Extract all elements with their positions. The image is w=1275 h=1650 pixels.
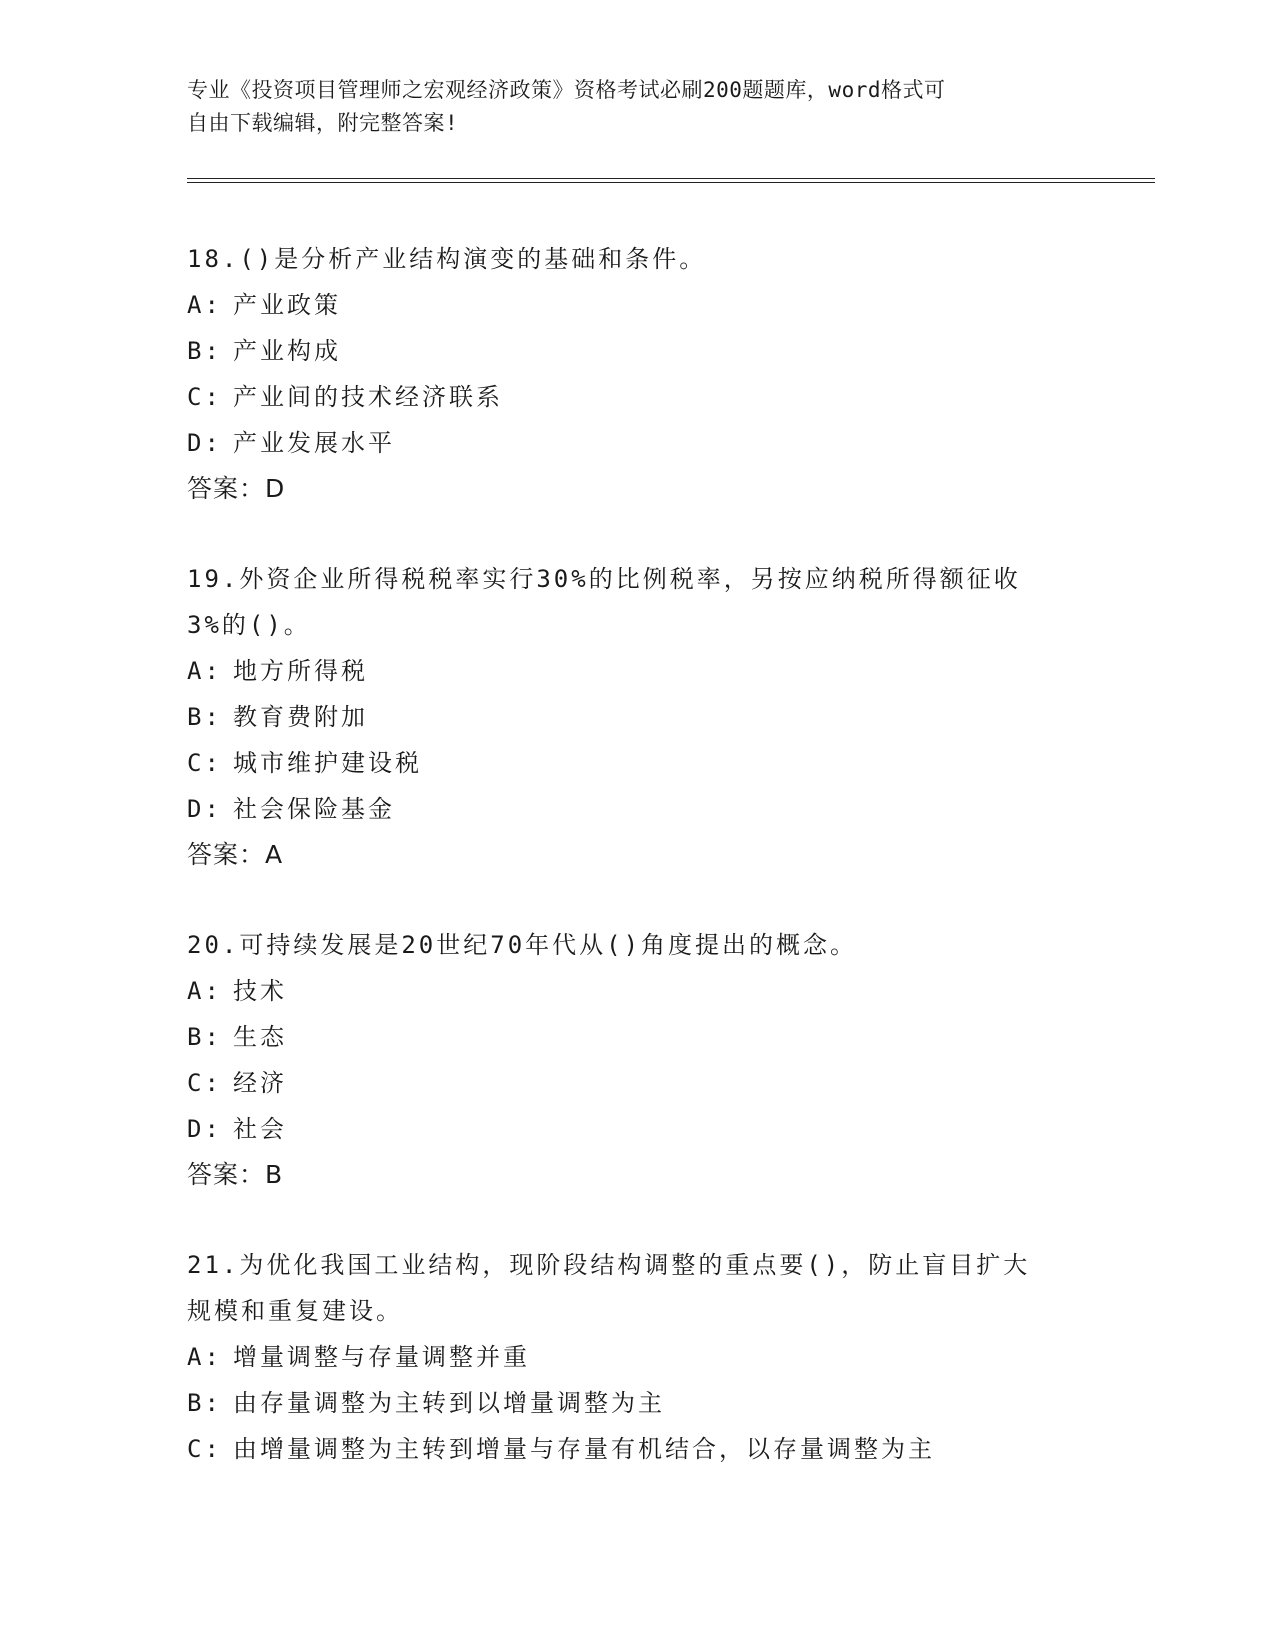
option-text: 生态 bbox=[233, 1023, 287, 1051]
option-letter: C: bbox=[187, 749, 222, 777]
document-header bbox=[187, 74, 1087, 140]
stem-line: 规模和重复建设。 bbox=[187, 1297, 403, 1325]
option-letter: C: bbox=[187, 1069, 222, 1097]
option-b bbox=[187, 1380, 1087, 1426]
option-text: 技术 bbox=[233, 977, 287, 1005]
option-letter: B: bbox=[187, 1023, 222, 1051]
option-letter: A: bbox=[187, 291, 222, 319]
question-list bbox=[187, 236, 1087, 1516]
option-text: 增量调整与存量调整并重 bbox=[233, 1343, 530, 1371]
answer-line: 答案：A bbox=[187, 840, 284, 869]
option-d bbox=[187, 786, 1087, 832]
option-text: 城市维护建设税 bbox=[233, 749, 422, 777]
option-letter: D: bbox=[187, 795, 222, 823]
stem-line: 18.()是分析产业结构演变的基础和条件。 bbox=[187, 245, 707, 273]
option-d bbox=[187, 1106, 1087, 1152]
option-d bbox=[187, 420, 1087, 466]
option-text: 经济 bbox=[233, 1069, 287, 1097]
stem-line: 19.外资企业所得税税率实行30%的比例税率，另按应纳税所得额征收 bbox=[187, 565, 1021, 593]
question-stem bbox=[187, 922, 1087, 968]
option-letter: C: bbox=[187, 1435, 222, 1463]
stem-line: 20.可持续发展是20世纪70年代从()角度提出的概念。 bbox=[187, 931, 858, 959]
option-letter: B: bbox=[187, 337, 222, 365]
option-letter: B: bbox=[187, 1389, 222, 1417]
option-text: 由存量调整为主转到以增量调整为主 bbox=[233, 1389, 665, 1417]
question-19 bbox=[187, 556, 1087, 878]
option-a bbox=[187, 968, 1087, 1014]
option-text: 地方所得税 bbox=[233, 657, 368, 685]
option-letter: A: bbox=[187, 657, 222, 685]
option-text: 教育费附加 bbox=[233, 703, 368, 731]
question-20 bbox=[187, 922, 1087, 1198]
header-line-1: 专业《投资项目管理师之宏观经济政策》资格考试必刷200题题库，word格式可 bbox=[187, 78, 946, 102]
option-b bbox=[187, 1014, 1087, 1060]
answer-line: 答案：D bbox=[187, 474, 286, 503]
option-letter: D: bbox=[187, 1115, 222, 1143]
option-a bbox=[187, 648, 1087, 694]
question-18 bbox=[187, 236, 1087, 512]
option-letter: D: bbox=[187, 429, 222, 457]
header-divider-top bbox=[187, 178, 1155, 179]
stem-line: 21.为优化我国工业结构，现阶段结构调整的重点要()，防止盲目扩大 bbox=[187, 1251, 1031, 1279]
option-text: 产业政策 bbox=[233, 291, 341, 319]
option-c bbox=[187, 1060, 1087, 1106]
option-text: 社会保险基金 bbox=[233, 795, 395, 823]
header-line-2: 自由下载编辑，附完整答案! bbox=[187, 111, 459, 135]
header-divider-bottom bbox=[187, 182, 1155, 183]
option-b bbox=[187, 694, 1087, 740]
option-letter: C: bbox=[187, 383, 222, 411]
stem-line: 3%的()。 bbox=[187, 611, 311, 639]
option-c bbox=[187, 1426, 1087, 1472]
question-stem bbox=[187, 1242, 1087, 1334]
answer-line: 答案：B bbox=[187, 1160, 284, 1189]
option-letter: A: bbox=[187, 977, 222, 1005]
option-text: 社会 bbox=[233, 1115, 287, 1143]
option-c bbox=[187, 374, 1087, 420]
option-letter: B: bbox=[187, 703, 222, 731]
option-text: 产业构成 bbox=[233, 337, 341, 365]
option-a bbox=[187, 282, 1087, 328]
option-text: 由增量调整为主转到增量与存量有机结合，以存量调整为主 bbox=[233, 1435, 935, 1463]
option-text: 产业发展水平 bbox=[233, 429, 395, 457]
option-c bbox=[187, 740, 1087, 786]
question-21 bbox=[187, 1242, 1087, 1472]
option-a bbox=[187, 1334, 1087, 1380]
option-letter: A: bbox=[187, 1343, 222, 1371]
option-text: 产业间的技术经济联系 bbox=[233, 383, 503, 411]
option-b bbox=[187, 328, 1087, 374]
question-stem bbox=[187, 236, 1087, 282]
question-stem bbox=[187, 556, 1087, 648]
